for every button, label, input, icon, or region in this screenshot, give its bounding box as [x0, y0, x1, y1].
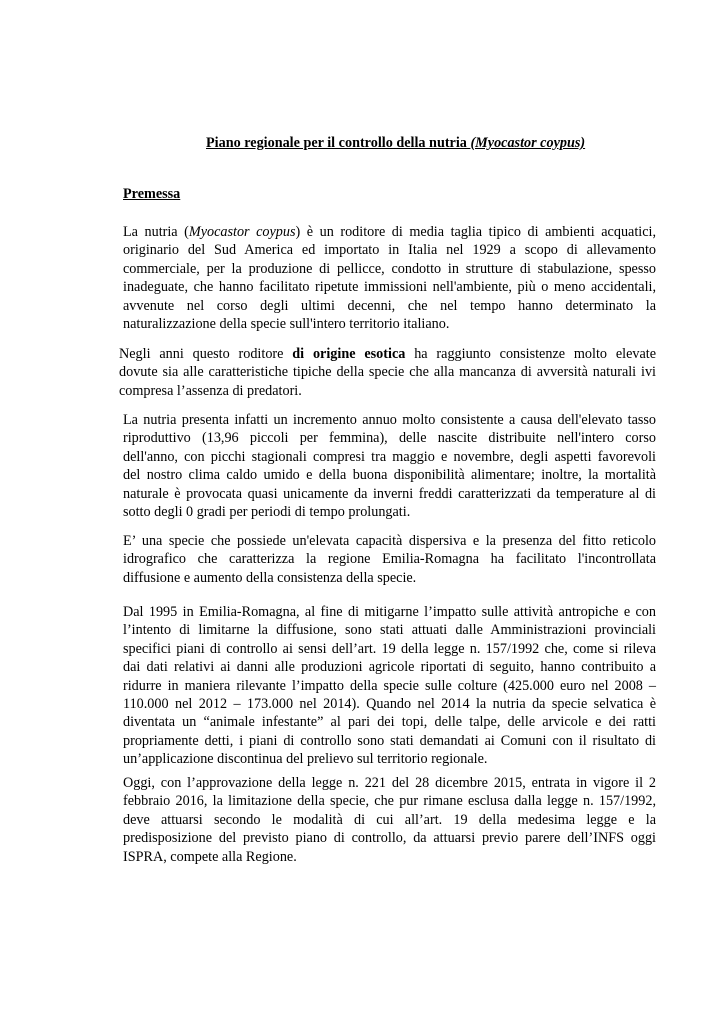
bold-phrase: di origine esotica [292, 346, 406, 362]
paragraph-intro [123, 223, 656, 333]
paragraph-line: commerciale, per la produzione di pellicce, condotto in strutture di stabulazione, spesso [123, 260, 656, 277]
paragraph-line: compresa l’assenza di predatori. [119, 382, 302, 399]
paragraph-line: sotto degli 0 gradi per periodi di tempo prolungati. [123, 504, 411, 521]
paragraph-reproduction [123, 411, 656, 521]
document-title [206, 135, 585, 152]
paragraph-line: diffusione e aumento della consistenza della specie. [123, 569, 417, 586]
paragraph-line: 110.000 nel 2012 – 173.000 nel 2014). Quando nel 2014 la nutria da specie selvatica è [123, 696, 656, 713]
paragraph-exotic-origin [119, 345, 656, 400]
paragraph-line: Oggi, con l’approvazione della legge n. 221 del 28 dicembre 2015, entrata in vigore il 2 [123, 775, 656, 791]
paragraph-line: specifici piani di controllo ai sensi dell’art. 19 della legge n. 157/1992 che, come si rileva [123, 640, 656, 657]
species-name: Myocastor coypus [188, 224, 296, 240]
paragraph-history [123, 603, 656, 769]
paragraph-line: dovute sia alle caratteristiche tipiche della specie che alla mancanza di avversità naturali ivi [119, 364, 656, 381]
paragraph-line: predisposizione del previsto piano di controllo, da attuarsi previo parere dell’INFS oggi [123, 830, 656, 847]
paragraph-line: febbraio 2016, la limitazione della specie, che pur rimane esclusa dalla legge n. 157/1992, [123, 793, 656, 810]
paragraph-line: naturale è provocata quasi unicamente da inverni freddi caratterizzati da temperature al di [123, 485, 656, 502]
paragraph-line: avvenute nel corso degli ultimi decenni, che nel tempo hanno determinato la [123, 297, 656, 314]
paragraph-line: inadeguate, che hanno facilitato ripetute immissioni nell'ambiente, più o meno accidentali, [123, 279, 656, 296]
paragraph-line: propriamente detti, i piani di controllo sono stati demandati ai Comuni con il risultato di [123, 732, 656, 749]
paragraph-line: originario del Sud America ed importato in Italia nel 1929 a scopo di allevamento [123, 242, 656, 259]
paragraph-line: La nutria presenta infatti un incremento annuo molto consistente a causa dell'elevato tasso [123, 412, 656, 428]
paragraph-line: deve attuarsi secondo le modalità di cui all’art. 19 della medesima legge e la [123, 811, 656, 828]
paragraph-line: un’applicazione discontinua del prelievo sul territorio regionale. [123, 751, 488, 768]
title-main: Piano regionale per il controllo della nutria [206, 135, 471, 151]
paragraph-line: dell'anno, con picchi stagionali compresi tra maggio e novembre, degli aspetti favorevoli [123, 448, 656, 465]
paragraph-line: Negli anni questo roditore di origine esotica ha raggiunto consistenze molto elevate [119, 346, 657, 362]
paragraph-line: diventata un “animale infestante” al pari dei topi, delle talpe, delle arvicole e dei ratti [123, 714, 656, 731]
paragraph-line: idrografico che caratterizza la regione Emilia-Romagna ha facilitato l'incontrollata [123, 551, 656, 568]
section-heading: Premessa [123, 186, 181, 202]
paragraph-line: riproduttivo (13,96 piccoli per femmina), delle nascite distribuite nell'intero corso [123, 430, 656, 447]
paragraph-line: ISPRA, compete alla Regione. [123, 848, 297, 865]
paragraph-line: del nostro clima caldo umido e della buona disponibilità alimentare; inoltre, la mortalità [123, 467, 656, 484]
paragraph-current-law [123, 774, 656, 866]
paragraph-line: ridurre in maniera rilevante l’impatto della specie sulle colture (425.000 euro nel 2008 – [123, 677, 656, 694]
paragraph-line: La nutria (Myocastor coypus) è un roditore di media taglia tipico di ambienti acquatici, [123, 224, 657, 240]
paragraph-line: l’intento di limitarne la diffusione, sono stati attuati dalle Amministrazioni provinciali [123, 622, 656, 639]
paragraph-line: dai dati relativi ai danni alle produzioni agricole riportati di seguito, hanno contribuito a [123, 659, 656, 676]
paragraph-line: naturalizzazione della specie sull'intero territorio italiano. [123, 316, 450, 333]
paragraph-dispersion [123, 532, 656, 587]
title-species: (Myocastor coypus) [470, 135, 586, 151]
paragraph-line: Dal 1995 in Emilia-Romagna, al fine di mitigarne l’impatto sulle attività antropiche e con [123, 604, 656, 620]
paragraph-line: E’ una specie che possiede un'elevata capacità dispersiva e la presenza del fitto reticolo [123, 533, 656, 549]
